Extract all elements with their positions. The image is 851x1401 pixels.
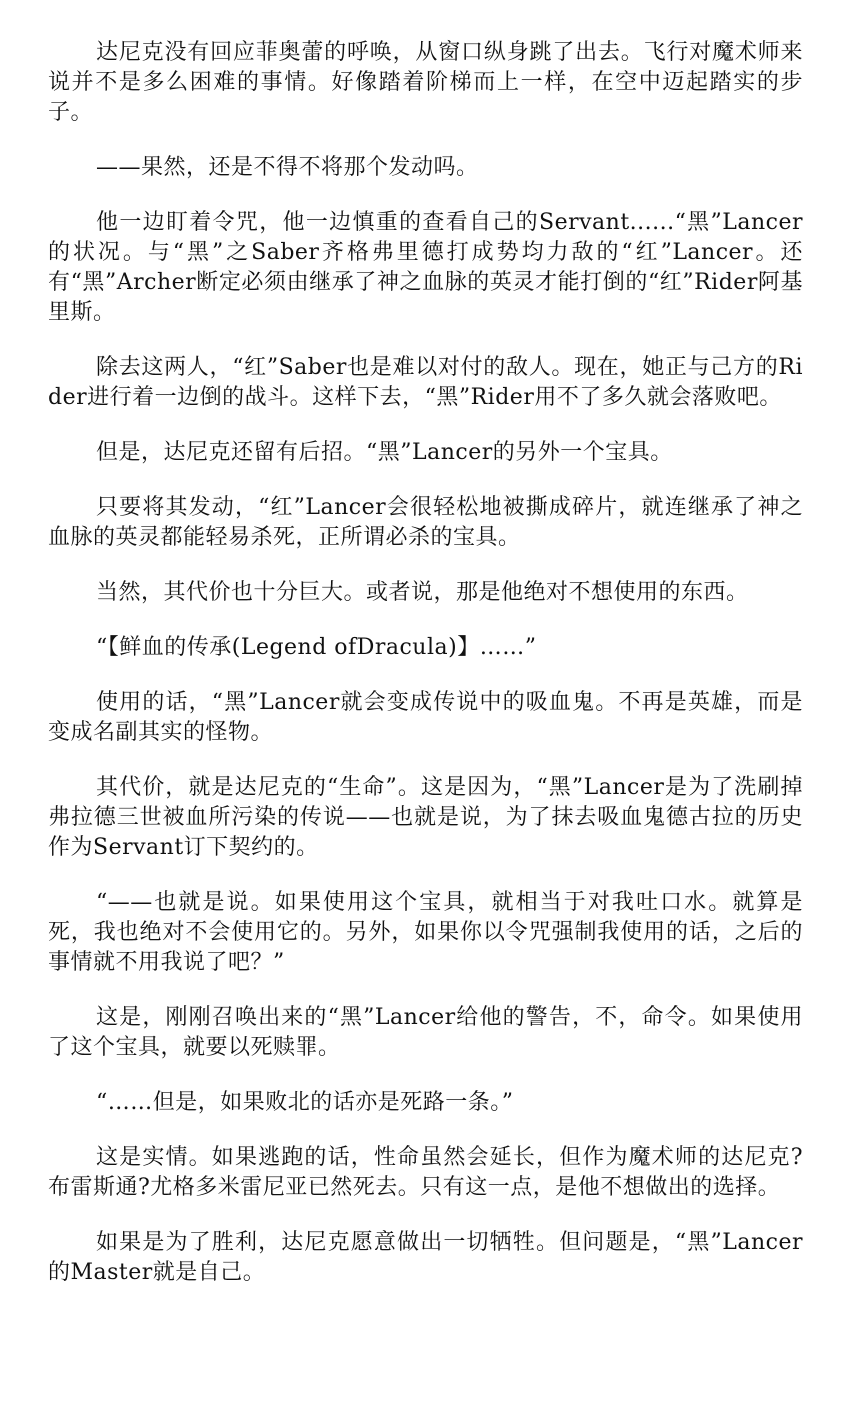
paragraph: ——果然，还是不得不将那个发动吗。: [96, 155, 479, 180]
paragraph: 当然，其代价也十分巨大。或者说，那是他绝对不想使用的东西。: [96, 580, 749, 605]
paragraph: 这是，刚刚召唤出来的“黑”Lancer给他的警告，不，命令。如果使用了这个宝具，就要以死赎罪。: [48, 1005, 803, 1060]
paragraph: 但是，达尼克还留有后招。“黑”Lancer的另外一个宝具。: [96, 440, 673, 465]
paragraph: 使用的话，“黑”Lancer就会变成传说中的吸血鬼。不再是英雄，而是变成名副其实的怪物。: [48, 690, 803, 745]
paragraph: 这是实情。如果逃跑的话，性命虽然会延长，但作为魔术师的达尼克?布雷斯通?尤格多米雷尼亚已然死去。只有这一点，是他不想做出的选择。: [48, 1145, 803, 1200]
paragraph: 如果是为了胜利，达尼克愿意做出一切牺牲。但问题是，“黑”Lancer的Master就是自己。: [48, 1230, 803, 1285]
paragraph: 他一边盯着令咒，他一边慎重的查看自己的Servant......“黑”Lancer的状况。与“黑”之Saber齐格弗里德打成势均力敌的“红”Lancer。还有“黑”Archer断定必须由继承了神之血脉的英灵才能打倒的“红”Rider阿基里斯。: [48, 210, 803, 325]
paragraph: “——也就是说。如果使用这个宝具，就相当于对我吐口水。就算是死，我也绝对不会使用它的。另外，如果你以令咒强制我使用的话，之后的事情就不用我说了吧？”: [48, 890, 803, 975]
paragraph: “【鲜血的传承(Legend ofDracula)】……”: [96, 635, 537, 660]
paragraph: 除去这两人，“红”Saber也是难以对付的敌人。现在，她正与己方的Rider进行着一边倒的战斗。这样下去，“黑”Rider用不了多久就会落败吧。: [48, 355, 803, 410]
document-page: [48, 38, 803, 1313]
paragraph: 其代价，就是达尼克的“生命”。这是因为，“黑”Lancer是为了洗刷掉弗拉德三世被血所污染的传说——也就是说，为了抹去吸血鬼德古拉的历史作为Servant订下契约的。: [48, 775, 803, 860]
paragraph: 达尼克没有回应菲奥蕾的呼唤，从窗口纵身跳了出去。飞行对魔术师来说并不是多么困难的事情。好像踏着阶梯而上一样，在空中迈起踏实的步子。: [48, 40, 803, 125]
paragraph: “……但是，如果败北的话亦是死路一条。”: [96, 1090, 514, 1115]
paragraph: 只要将其发动，“红”Lancer会很轻松地被撕成碎片，就连继承了神之血脉的英灵都能轻易杀死，正所谓必杀的宝具。: [48, 495, 803, 550]
